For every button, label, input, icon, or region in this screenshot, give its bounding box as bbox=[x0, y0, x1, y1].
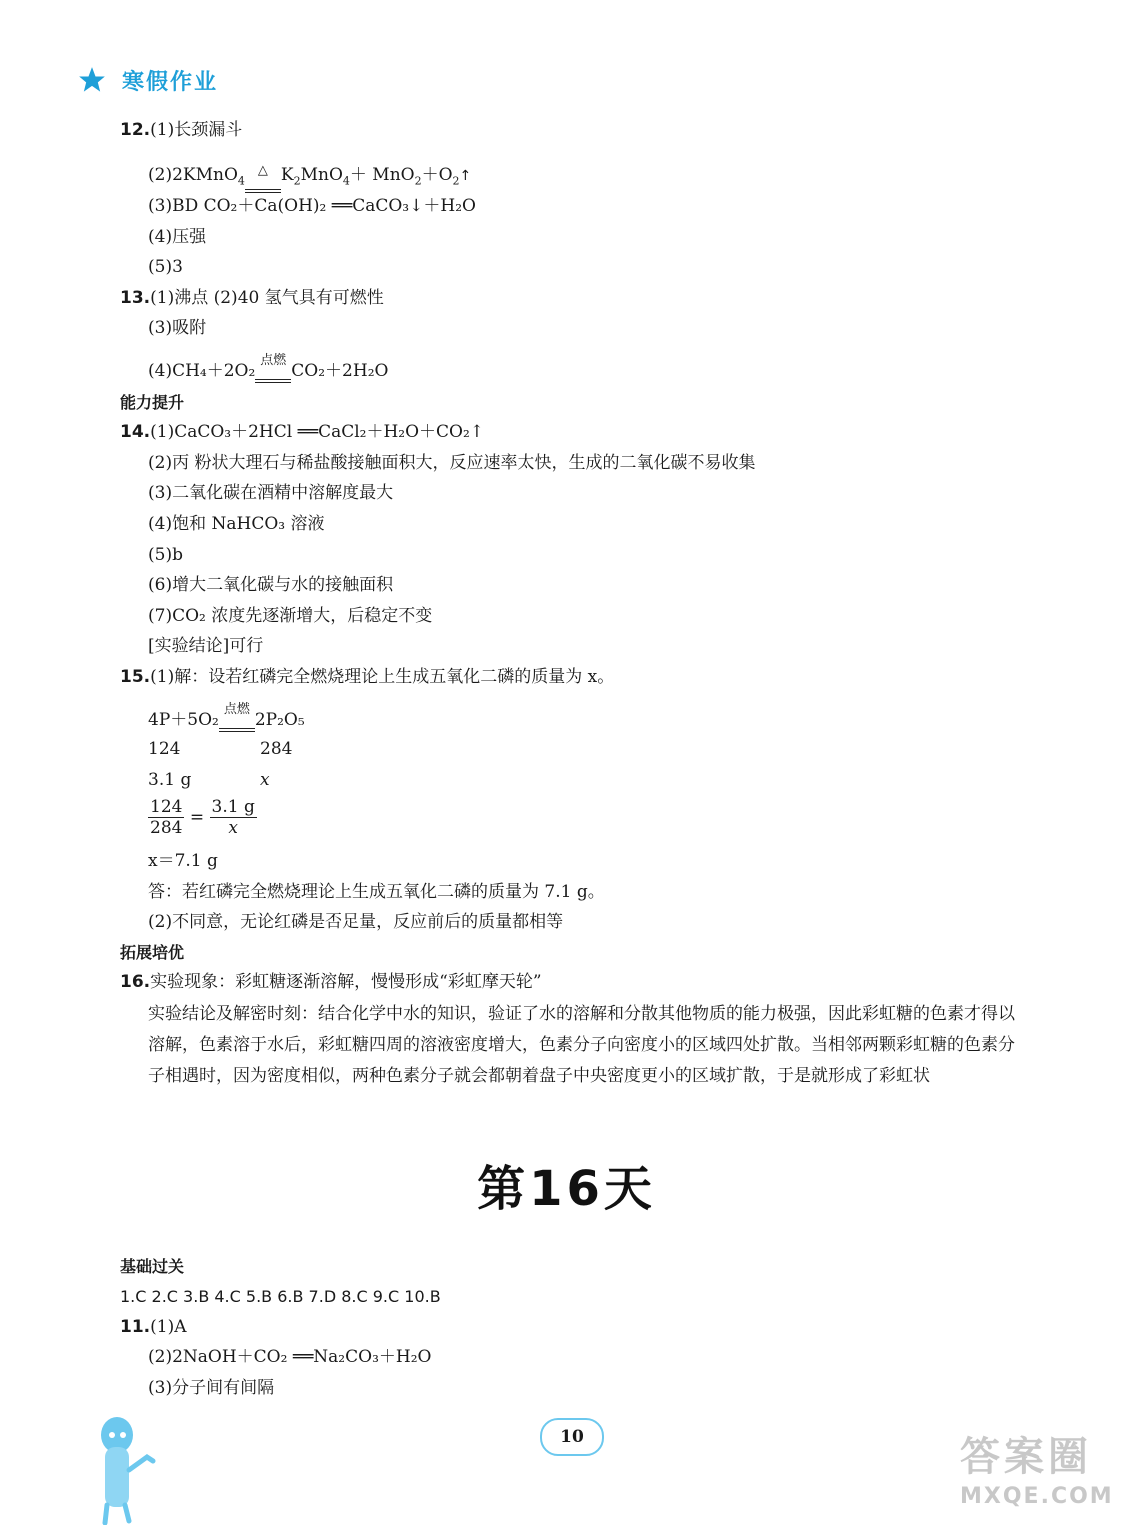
question-number: 13. bbox=[120, 288, 151, 308]
q11-line1: 11.(1)A bbox=[120, 1317, 187, 1337]
section-heading: 基础过关 bbox=[120, 1257, 185, 1276]
q12-line1 bbox=[120, 118, 242, 142]
q12-line5: (5)3 bbox=[148, 257, 183, 277]
page-number: 10 bbox=[540, 1418, 604, 1456]
q13-line1: 13.(1)沸点 (2)40 氢气具有可燃性 bbox=[120, 288, 384, 308]
q15-mass-row: 124 284 bbox=[148, 739, 293, 759]
question-number: 16. bbox=[120, 972, 151, 992]
q14-line2: (2)丙 粉状大理石与稀盐酸接触面积大，反应速率太快，生成的二氧化碳不易收集 bbox=[148, 453, 756, 473]
q15-line1: 15.(1)解：设若红磷完全燃烧理论上生成五氧化二磷的质量为 x。 bbox=[120, 667, 615, 687]
q16-line1: 16.实验现象：彩虹糖逐渐溶解，慢慢形成“彩虹摩天轮” bbox=[120, 972, 542, 992]
watermark bbox=[960, 1425, 1114, 1509]
pencil-mascot-icon bbox=[85, 1415, 165, 1525]
q14-conclusion: [实验结论]可行 bbox=[148, 636, 264, 656]
q11-line2: (2)2NaOH＋CO₂ ══Na₂CO₃＋H₂O bbox=[148, 1347, 432, 1367]
q15-part2: (2)不同意，无论红磷是否足量，反应前后的质量都相等 bbox=[148, 912, 564, 932]
q15-given-row: 3.1 g x bbox=[148, 770, 270, 790]
q13-line3: (4)CH₄＋2O₂ 点燃 CO₂＋2H₂O bbox=[148, 353, 389, 381]
fraction: $\frac{3.1 g}{x}$ bbox=[211, 797, 255, 838]
q15-equation: 4P＋5O₂ 点燃 2P₂O₅ bbox=[148, 702, 305, 730]
day-title: 第16天 bbox=[477, 1161, 656, 1217]
mc-answers: 1.C 2.C 3.B 4.C 5.B 6.B 7.D 8.C 9.C 10.B bbox=[120, 1287, 441, 1306]
q14-line5: (5)b bbox=[148, 545, 183, 565]
header-title: 寒假作业 bbox=[122, 69, 219, 95]
q15-result: x＝7.1 g bbox=[148, 851, 218, 871]
q12-line3: (3)BD CO₂＋Ca(OH)₂ ══CaCO₃↓＋H₂O bbox=[148, 196, 476, 216]
q16-conclusion: 实验结论及解密时刻：结合化学中水的知识，验证了水的溶解和分散其他物质的能力极强，因此彩虹糖的色素才得以溶解，色素溶于水后，彩虹糖四周的溶液密度增大，色素分子向密度小的区域四处扩散。当相邻两颗彩虹糖的色素分子相遇时，因为密度相似，两种色素分子就会都朝着盘子中央密度更小的区域扩散，于是就形成了彩虹状 bbox=[148, 1004, 1015, 1086]
question-number: 15. bbox=[120, 667, 151, 687]
section-heading: 拓展培优 bbox=[120, 943, 185, 962]
q15-answer: 答：若红磷完全燃烧理论上生成五氧化二磷的质量为 7.1 g。 bbox=[148, 882, 605, 902]
q14-line1: 14.(1)CaCO₃＋2HCl ══CaCl₂＋H₂O＋CO₂↑ bbox=[120, 422, 485, 442]
reaction-condition: △ bbox=[245, 178, 281, 193]
q12-line4: (4)压强 bbox=[148, 227, 207, 247]
gas-arrow-icon: ↑ bbox=[459, 168, 472, 184]
q14-line7: (7)CO₂ 浓度先逐渐增大，后稳定不变 bbox=[148, 606, 433, 626]
reaction-condition: 点燃 bbox=[255, 368, 291, 383]
q11-line3: (3)分子间有间隔 bbox=[148, 1378, 275, 1398]
watermark-url: MXQE.COM bbox=[960, 1484, 1114, 1509]
q13-line2: (3)吸附 bbox=[148, 318, 207, 338]
q14-line6: (6)增大二氧化碳与水的接触面积 bbox=[148, 575, 394, 595]
fraction: $\frac{124}{284}$ bbox=[150, 797, 183, 838]
star-icon bbox=[78, 66, 106, 94]
question-number: 14. bbox=[120, 422, 151, 442]
q14-line4: (4)饱和 NaHCO₃ 溶液 bbox=[148, 514, 325, 534]
q14-line3: (3)二氧化碳在酒精中溶解度最大 bbox=[148, 483, 394, 503]
q12-line2: (2)2KMnO$_4$ △ $K_2MnO_4+$ $MnO_2+O_2↑$ bbox=[148, 163, 471, 193]
question-number: 12. bbox=[120, 120, 151, 140]
section-heading: 能力提升 bbox=[120, 393, 185, 412]
q15-proportion: $\frac{124}{284}$ = $\frac{3.1 g}{x}$ bbox=[150, 797, 255, 838]
q12-answer1: (1)长颈漏斗 bbox=[150, 120, 243, 140]
question-number: 11. bbox=[120, 1317, 151, 1337]
watermark-logo: 答案圈 bbox=[960, 1434, 1092, 1480]
reaction-condition: 点燃 bbox=[219, 717, 255, 732]
page-header bbox=[78, 62, 218, 98]
